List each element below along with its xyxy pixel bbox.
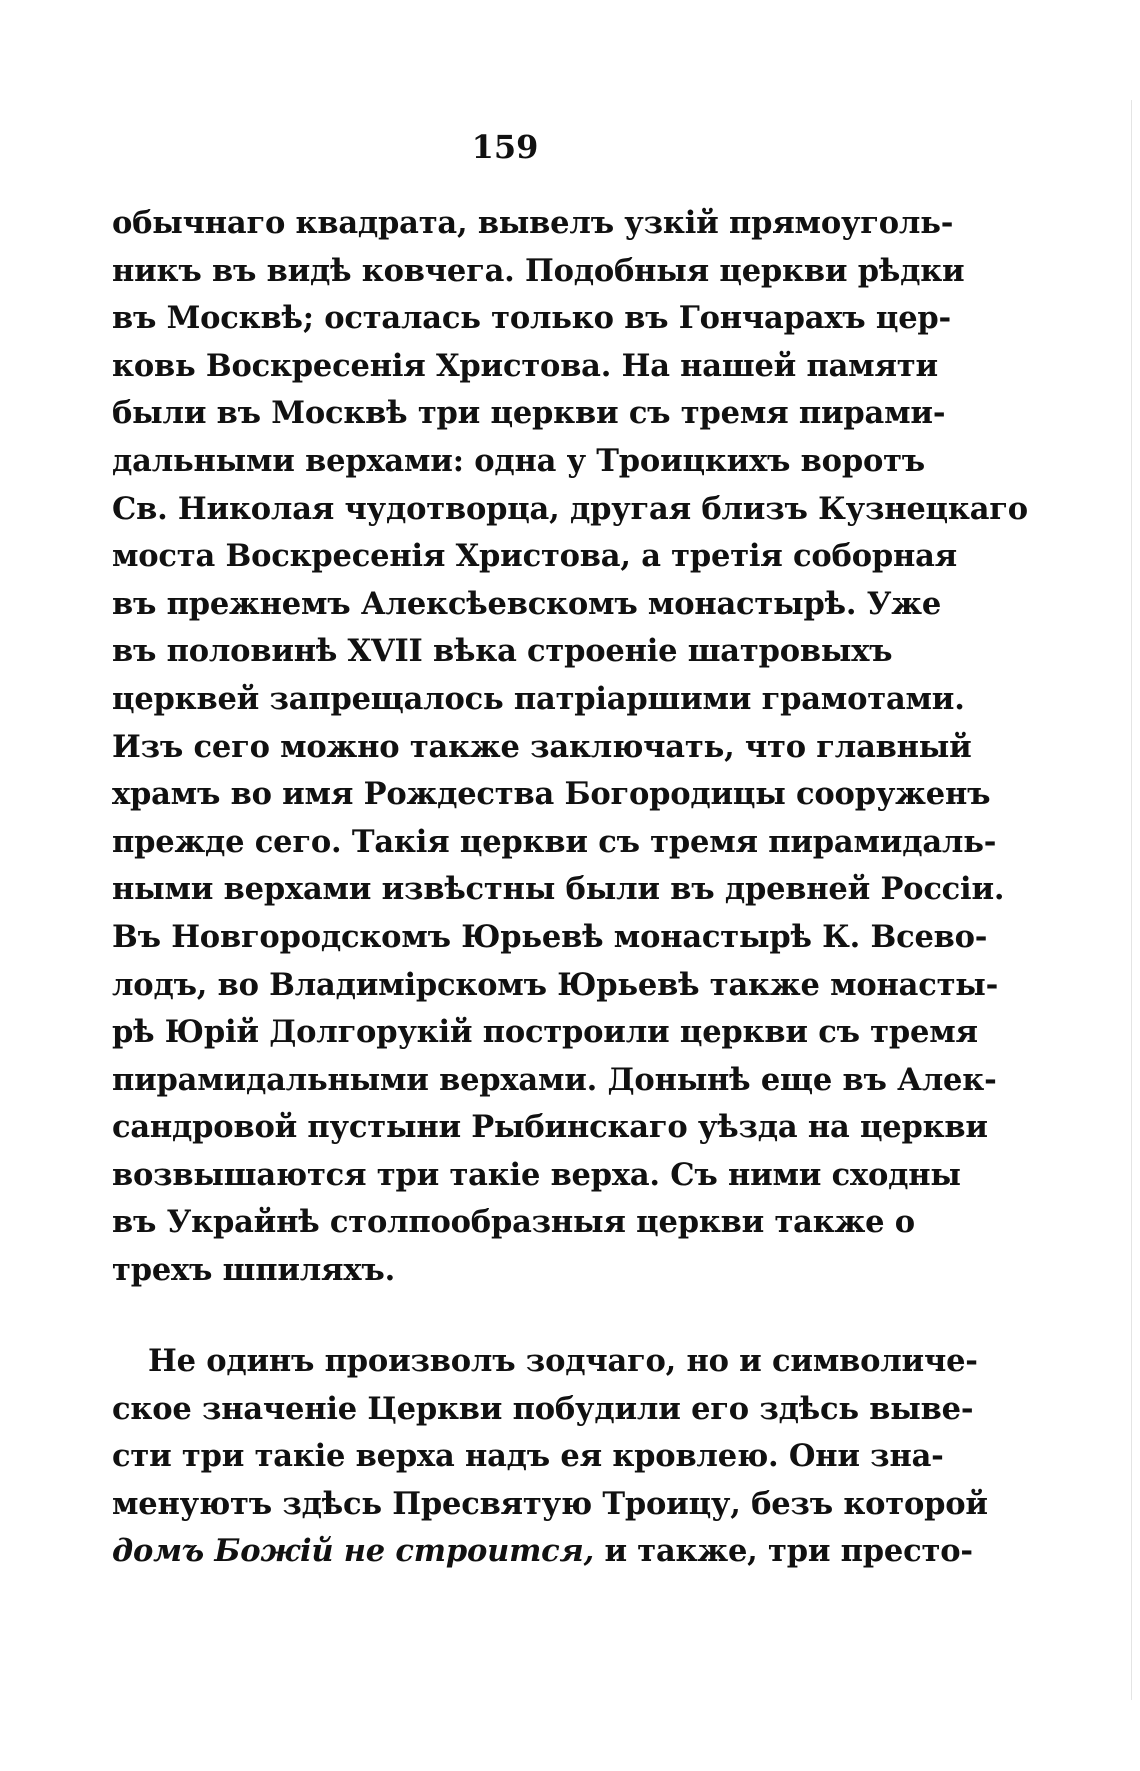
- text-line: лодъ, во Владимірскомъ Юрьевѣ также монасты-: [112, 966, 999, 1003]
- text-line: Изъ сего можно также заключать, что главный: [112, 728, 972, 765]
- text-line: храмъ во имя Рождества Богородицы сооруженъ: [112, 776, 991, 813]
- text-line-mixed: [112, 1528, 973, 1576]
- text-line: моста Воскресенія Христова, а третія соборная: [112, 538, 957, 575]
- text-line: были въ Москвѣ три церкви съ тремя пирами-: [112, 395, 946, 432]
- text-line: въ Украйнѣ столпообразныя церкви также о: [112, 1204, 915, 1241]
- text-line: пирамидальными верхами. Донынѣ еще въ Алек-: [112, 1061, 997, 1098]
- text-line: Въ Новгородскомъ Юрьевѣ монастырѣ К. Всево-: [112, 918, 988, 955]
- paragraph-1: [112, 200, 1028, 1295]
- text-line: обычнаго квадрата, вывелъ узкій прямоуголь-: [112, 205, 954, 241]
- paragraph-2: [112, 1338, 988, 1576]
- text-line: въ половинѣ XVII вѣка строеніе шатровыхъ: [112, 633, 893, 670]
- text-line-last: трехъ шпиляхъ.: [112, 1252, 395, 1289]
- text-line: въ прежнемъ Алексѣевскомъ монастырѣ. Уже: [112, 585, 942, 622]
- text-line: ское значеніе Церкви побудили его здѣсь выве-: [112, 1390, 974, 1427]
- text-line: Св. Николая чудотворца, другая близъ Кузнецкаго: [112, 490, 1028, 527]
- text-line: ными верхами извѣстны были въ древней Россіи.: [112, 871, 1005, 908]
- text-fragment: и также, три престо-: [594, 1533, 973, 1570]
- page-number: 159: [471, 128, 539, 166]
- text-line: Не одинъ произволъ зодчаго, но и символиче-: [148, 1343, 978, 1379]
- text-line: никъ въ видѣ ковчега. Подобныя церкви рѣдки: [112, 252, 965, 289]
- text-line: прежде сего. Такія церкви съ тремя пирамидаль-: [112, 823, 997, 860]
- text-line: сандровой пустыни Рыбинскаго уѣзда на церкви: [112, 1109, 988, 1146]
- text-line: дальными верхами: одна у Троицкихъ воротъ: [112, 442, 925, 479]
- text-line: менуютъ здѣсь Пресвятую Троицу, безъ которой: [112, 1485, 988, 1522]
- page-edge-shadow: [1131, 100, 1132, 1700]
- text-line: ковь Воскресенія Христова. На нашей памяти: [112, 347, 938, 384]
- text-line: сти три такіе верха надъ ея кровлею. Они зна-: [112, 1438, 944, 1475]
- text-line: возвышаются три такіе верха. Съ ними сходны: [112, 1156, 961, 1193]
- text-line: рѣ Юрій Долгорукій построили церкви съ тремя: [112, 1014, 978, 1051]
- italic-quote: домъ Божій не строится,: [112, 1533, 595, 1570]
- text-line: въ Москвѣ; осталась только въ Гончарахъ цер-: [112, 300, 952, 337]
- text-line: церквей запрещалось патріаршими грамотами.: [112, 680, 965, 717]
